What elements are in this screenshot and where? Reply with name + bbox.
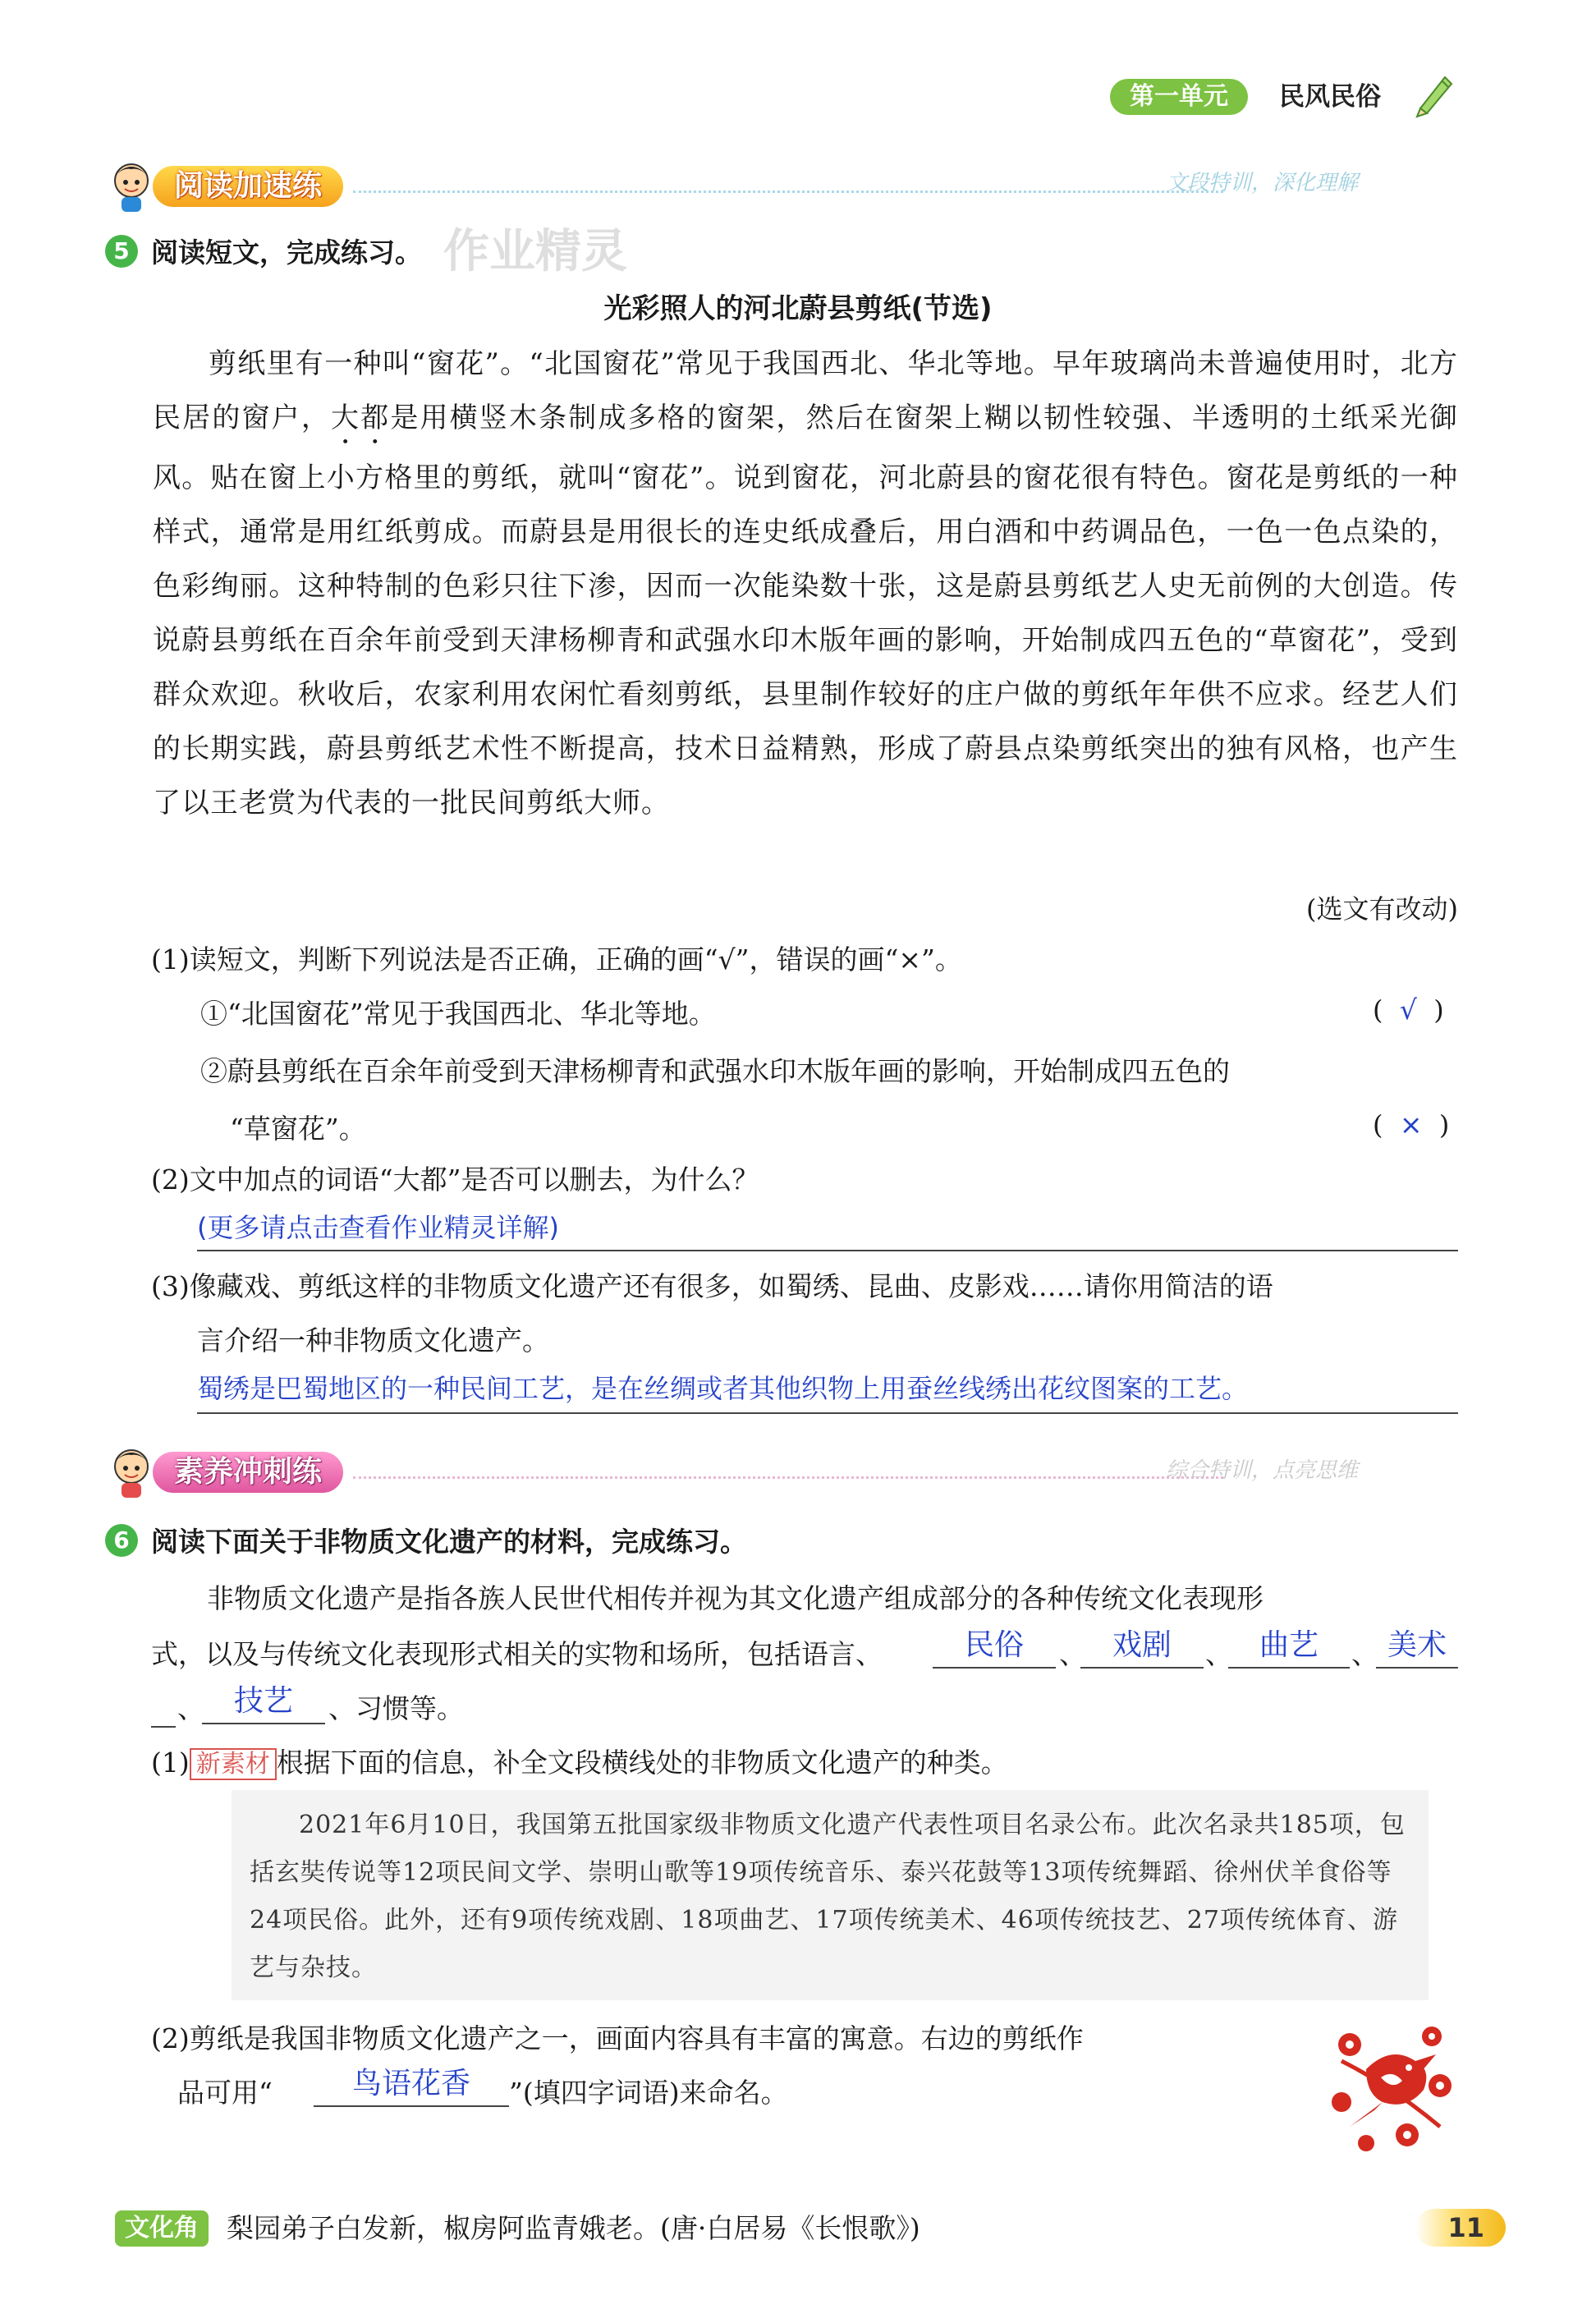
banner-dotted-line	[353, 1476, 1223, 1479]
q6-sub2-line2-end: ”(填四字词语)来命名。	[509, 2077, 788, 2109]
passage-part: 剪纸里有一种叫“窗花”。“北国窗花”常见于我国西北、华北等地。早年玻璃尚未普遍使用时，北方民居的窗户，	[153, 347, 1458, 434]
blank-4-continuation	[151, 1726, 176, 1728]
q5-sub1-item2-answer-box: ( × )	[1373, 1109, 1450, 1141]
reading-section-tag: 文段特训，深化理解	[1166, 171, 1359, 195]
passage-source: (选文有改动)	[1306, 893, 1458, 925]
q5-sub2-answer[interactable]: (更多请点击查看作业精灵详解)	[197, 1212, 559, 1243]
culture-corner-badge: 文化角	[115, 2210, 209, 2247]
q5-sub3-answer: 蜀绣是巴蜀地区的一种民间工艺，是在丝绸或者其他织物上用蚕丝线绣出花纹图案的工艺。	[197, 1373, 1249, 1404]
separator: 、	[177, 1692, 204, 1724]
q6-para-line2: 式，以及与传统文化表现形式相关的实物和场所，包括语言、	[151, 1638, 883, 1670]
q6-para-line1: 非物质文化遗产是指各族人民世代相传并视为其文化遗产组成部分的各种传统文化表现形	[207, 1582, 1264, 1614]
q5-sub3-line2: 言介绍一种非物质文化遗产。	[197, 1324, 549, 1356]
info-box: 2021年6月10日，我国第五批国家级非物质文化遗产代表性项目名录公布。此次名录共185项，包括玄奘传说等12项民间文学、崇明山歌等19项传统音乐、泰兴花鼓等13项传统舞蹈、徐州伏羊食俗等24项民俗。此外，还有9项传统戏剧、18项曲艺、17项传统美术、46项传统技艺、27项传统体育、游艺与杂技。	[232, 1790, 1429, 2000]
new-material-tag: 新素材	[190, 1748, 277, 1780]
question-number-5: 5	[105, 235, 138, 268]
unit-title: 民风民俗	[1279, 82, 1381, 112]
question-number-6: 6	[105, 1524, 138, 1557]
q5-sub1-item2-line1: ②蔚县剪纸在百余年前受到天津杨柳青和武强水印木版年画的影响，开始制成四五色的	[200, 1055, 1230, 1087]
literacy-section-banner	[107, 1444, 1486, 1501]
q5-sub2-prompt: (2)文中加点的词语“大都”是否可以删去，为什么？	[151, 1164, 759, 1196]
q5-sub1-item2-answer: ×	[1399, 1109, 1423, 1141]
separator: 、	[1205, 1638, 1232, 1670]
q5-sub1-prompt: (1)读短文，判断下列说法是否正确，正确的画“√”，错误的画“×”。	[151, 943, 962, 975]
blank-5[interactable]: 技艺	[202, 1680, 325, 1724]
pencil-icon	[1409, 69, 1458, 118]
sub1-prefix: (1)	[151, 1747, 190, 1779]
kid-mascot-icon	[107, 158, 158, 215]
dotted-word: 大都	[330, 402, 391, 434]
page-number: 11	[1415, 2209, 1506, 2247]
q5-sub1-item1-answer-box: ( √ )	[1373, 994, 1444, 1026]
blank-2[interactable]: 戏剧	[1080, 1624, 1204, 1669]
blank-1[interactable]: 民俗	[933, 1624, 1056, 1669]
passage-title: 光彩照人的河北蔚县剪纸(节选)	[603, 292, 993, 325]
q5-sub1-item1: ①“北国窗花”常见于我国西北、华北等地。	[200, 998, 716, 1030]
unit-badge: 第一单元	[1110, 79, 1248, 115]
q5-sub1-item1-answer: √	[1399, 994, 1417, 1026]
passage-part: 是用横竖木条制成多格的窗架，然后在窗架上糊以韧性较强、半透明的土纸采光御风。贴在窗上小方格里的剪纸，就叫“窗花”。说到窗花，河北蔚县的窗花很有特色。窗花是剪纸的一种样式，通常是用红纸剪成。而蔚县是用很长的连史纸成叠后，用白酒和中药调品色，一色一色点染的，色彩绚丽。这种特制的色彩只往下渗，因而一次能染数十张，这是蔚县剪纸艺人史无前例的大创造。传说蔚县剪纸在百余年前受到天津杨柳青和武强水印木版年画的影响，开始制成四五色的“草窗花”，受到群众欢迎。秋收后，农家利用农闲忙看刻剪纸，县里制作较好的庄户做的剪纸年年供不应求。经艺人们的长期实践，蔚县剪纸艺术性不断提高，技术日益精熟，形成了蔚县点染剪纸突出的独有风格，也产生了以王老赏为代表的一批民间剪纸大师。	[153, 402, 1459, 819]
watermark: 作业精灵	[443, 225, 627, 278]
q6-sub1-prompt	[151, 1742, 1008, 1785]
answer-line	[197, 1412, 1458, 1414]
question-5-title: 阅读短文，完成练习。	[151, 236, 422, 269]
culture-corner-text: 梨园弟子白发新，椒房阿监青娥老。(唐·白居易《长恨歌》)	[227, 2212, 920, 2244]
reading-section-banner	[107, 158, 1486, 215]
kid-mascot-icon	[107, 1444, 158, 1501]
blank-3[interactable]: 曲艺	[1228, 1624, 1350, 1669]
sub1-prompt-text: 根据下面的信息，补全文段横线处的非物质文化遗产的种类。	[276, 1747, 1008, 1779]
q6-para-end: 、习惯等。	[328, 1692, 464, 1724]
blank-4[interactable]: 美术	[1376, 1624, 1458, 1669]
reading-section-label: 阅读加速练	[153, 166, 343, 207]
separator: 、	[1351, 1638, 1378, 1670]
passage-text	[153, 337, 1458, 830]
papercut-bird-flower-image	[1317, 2012, 1465, 2160]
q6-sub2-line2-start: 品可用“	[177, 2077, 273, 2109]
literacy-section-tag: 综合特训，点亮思维	[1166, 1458, 1359, 1483]
separator: 、	[1059, 1638, 1086, 1670]
answer-line	[197, 1250, 1458, 1251]
q5-sub3-line1: (3)像藏戏、剪纸这样的非物质文化遗产还有很多，如蜀绣、昆曲、皮影戏……请你用简洁的语	[151, 1270, 1273, 1302]
q6-sub2-line1: (2)剪纸是我国非物质文化遗产之一，画面内容具有丰富的寓意。右边的剪纸作	[151, 2022, 1084, 2054]
banner-dotted-line	[353, 191, 1223, 193]
question-6-title: 阅读下面关于非物质文化遗产的材料，完成练习。	[151, 1526, 747, 1558]
q6-sub2-answer[interactable]: 鸟语花香	[314, 2063, 509, 2107]
q5-sub1-item2-line2: “草窗花”。	[230, 1113, 366, 1145]
literacy-section-label: 素养冲刺练	[153, 1452, 343, 1493]
